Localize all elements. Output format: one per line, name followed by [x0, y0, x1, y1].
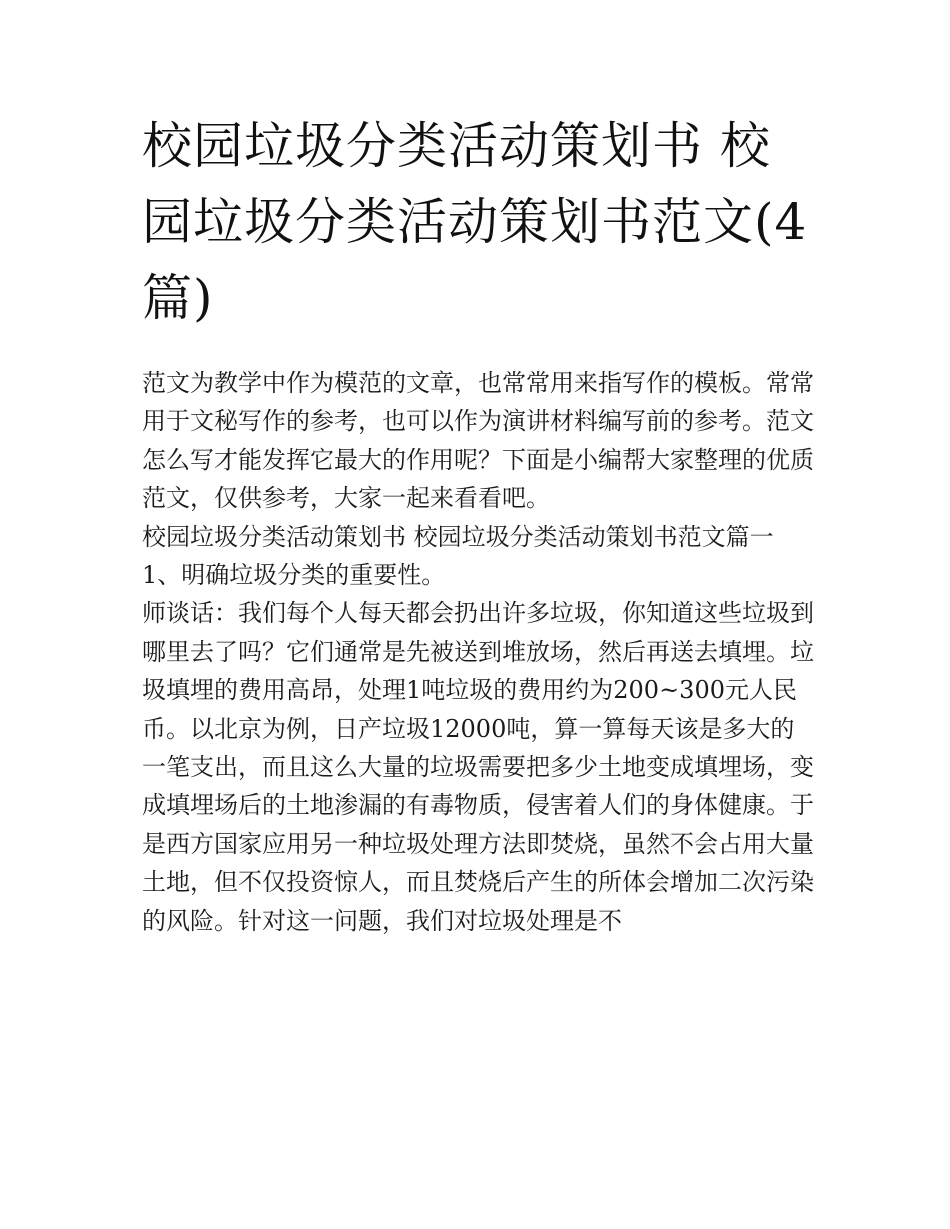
document-title: 校园垃圾分类活动策划书 校园垃圾分类活动策划书范文(4篇) [142, 117, 808, 327]
section-heading: 校园垃圾分类活动策划书 校园垃圾分类活动策划书范文篇一 [142, 522, 774, 551]
body-paragraph-1: 师谈话：我们每个人每天都会扔出许多垃圾，你知道这些垃圾到哪里去了吗？它们通常是先被送到堆放场，然后再送去填埋。垃圾填埋的费用高昂，处理1吨垃圾的费用约为200~300元人民币。以北京为例，日产垃圾12000吨，算一算每天该是多大的一笔支出，而且这么大量的垃圾需要把多少土地变成填埋场，变成填埋场后的土地渗漏的有毒物质，侵害着人们的身体健康。于是西方国家应用另一种垃圾处理方法即焚烧，虽然不会占用大量土地，但不仅投资惊人，而且焚烧后产生的所体会增加二次污染的风险。针对这一问题，我们对垃圾处理是不 [142, 599, 814, 935]
list-item-1: 1、明确垃圾分类的重要性。 [142, 561, 446, 590]
intro-paragraph: 范文为教学中作为模范的文章，也常常用来指写作的模板。常常用于文秘写作的参考，也可以作为演讲材料编写前的参考。范文怎么写才能发挥它最大的作用呢？下面是小编帮大家整理的优质范文，仅供参考，大家一起来看看吧。 [142, 369, 814, 513]
document-content [142, 108, 814, 940]
